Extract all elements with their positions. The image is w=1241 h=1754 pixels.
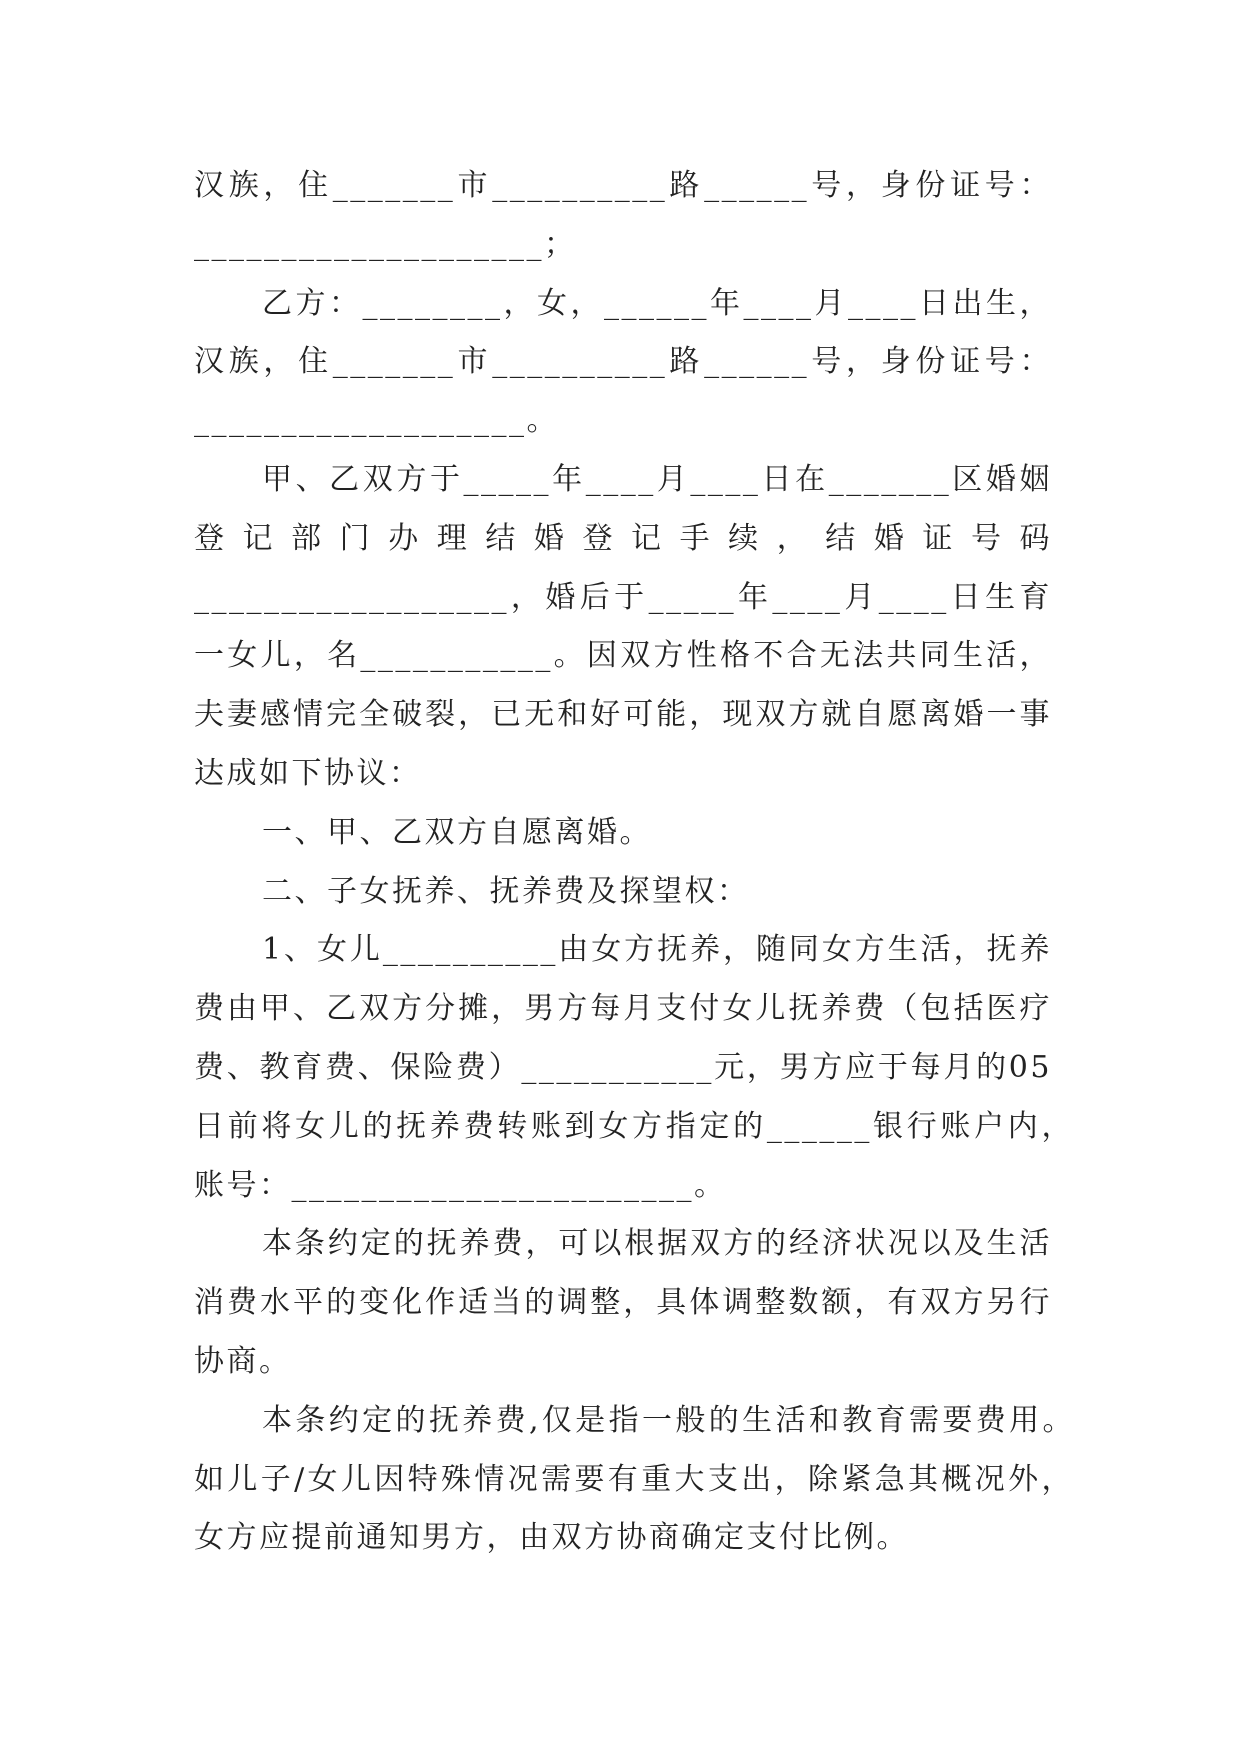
text-line: 费由甲、乙双方分摊，男方每月支付女儿抚养费（包括医疗 (194, 991, 1052, 1026)
text-line: 汉族，住_______市__________路______号，身份证号： (194, 168, 1052, 203)
text-line: 一女儿，名___________。因双方性格不合无法共同生活， (194, 638, 1052, 673)
text-line: 消费水平的变化作适当的调整，具体调整数额，有双方另行 (194, 1285, 1052, 1320)
text-line: ___________________。 (194, 403, 559, 438)
text-line: 甲、乙双方于_____年____月____日在_______区婚姻 (262, 462, 1052, 497)
text-line: 达成如下协议： (194, 756, 422, 791)
text-line: 汉族，住_______市__________路______号，身份证号： (194, 344, 1052, 379)
text-line: 日前将女儿的抚养费转账到女方指定的______银行账户内， (194, 1109, 1074, 1144)
text-line: __________________，婚后于_____年____月____日生育 (194, 580, 1052, 615)
text-line: 乙方：________，女，______年____月____日出生， (262, 286, 1052, 321)
text-line: 女方应提前通知男方，由双方协商确定支付比例。 (194, 1520, 909, 1555)
text-line: ____________________； (194, 227, 577, 262)
text-line: 协商。 (194, 1344, 292, 1379)
text-line: 本条约定的抚养费，可以根据双方的经济状况以及生活 (262, 1226, 1052, 1261)
text-line: 如儿子/女儿因特殊情况需要有重大支出，除紧急其概况外， (194, 1462, 1074, 1497)
text-line: 夫妻感情完全破裂，已无和好可能，现双方就自愿离婚一事 (194, 697, 1052, 732)
text-line: 一、甲、乙双方自愿离婚。 (262, 815, 652, 850)
text-line: 本条约定的抚养费,仅是指一般的生活和教育需要费用。 (262, 1403, 1075, 1438)
text-line: 1、女儿__________由女方抚养，随同女方生活，抚养 (262, 932, 1052, 967)
text-line: 账号：_______________________。 (194, 1168, 727, 1203)
text-line: 费、教育费、保险费）___________元，男方应于每月的05 (194, 1050, 1052, 1085)
text-line: 登记部门办理结婚登记手续，结婚证号码 (194, 521, 1052, 556)
text-line: 二、子女抚养、抚养费及探望权： (262, 874, 750, 909)
